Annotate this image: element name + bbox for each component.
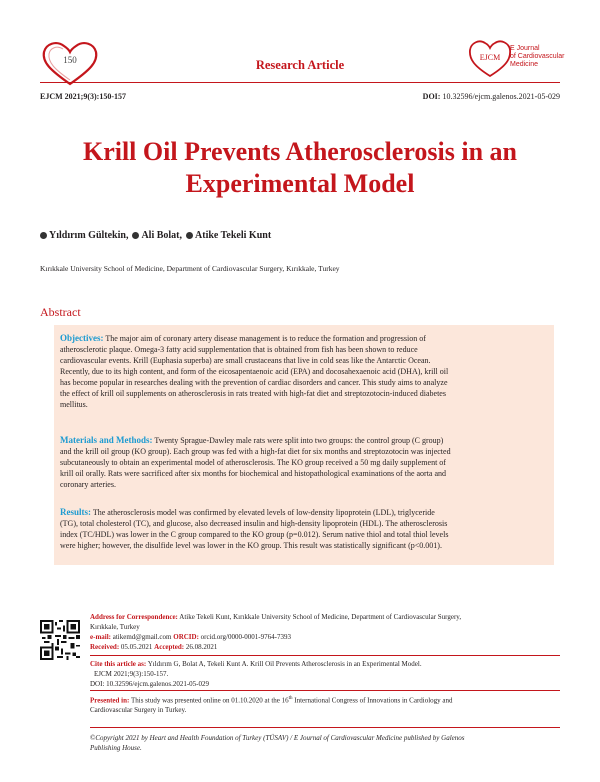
objectives-line-3: cardiovascular events. Krill (Euphasia superba) are small crustaceans that live in cold seas like the Antarctic Ocean.	[60, 356, 431, 365]
correspondence-line-2: Kırıkkale, Turkey	[90, 623, 140, 631]
cite-line-3: DOI: 10.32596/ejcm.galenos.2021-05-029	[90, 680, 209, 688]
logo-abbr: EJCM	[479, 53, 501, 62]
author-2	[132, 230, 182, 241]
author-1	[40, 230, 128, 241]
title-line-1: Krill Oil Prevents Atherosclerosis in an	[82, 137, 518, 166]
footer-divider	[90, 655, 560, 656]
author-3-name: Atike Tekeli Kunt	[195, 230, 272, 241]
author-2-name: Ali Bolat,	[141, 230, 183, 241]
methods-line-4: krill oil orally. Rats were sacrificed after six months for biochemical and histopathological examinations of the aorta and	[60, 469, 447, 478]
received-date: 05.05.2021	[120, 643, 153, 651]
copyright-line-1: ©Copyright 2021 by Heart and Health Foundation of Turkey (TÜSAV) / E Journal of Cardiovascular Medicine published by Galenos	[90, 734, 465, 742]
cite-line-2: EJCM 2021;9(3):150-157.	[94, 670, 169, 678]
objectives-line-6: the effect of krill oil supplements on atherosclerosis in rats treated with high-fat diet and streptozotocin-induced diabetes	[60, 389, 446, 398]
orcid-label: ORCID:	[173, 633, 199, 641]
orcid-icon[interactable]	[40, 232, 47, 239]
objectives-line-7: mellitus.	[60, 400, 88, 409]
results-label: Results:	[60, 507, 91, 517]
presented-line-2: Cardiovascular Surgery in Turkey.	[90, 706, 187, 715]
page-number: 150	[63, 55, 77, 65]
title-line-2: Experimental Model	[185, 169, 415, 198]
footer-divider	[90, 727, 560, 728]
accepted-date: 26.08.2021	[185, 643, 218, 651]
author-1-name: Yıldırım Gültekin,	[49, 230, 129, 241]
results-line-1: The atherosclerosis model was confirmed by elevated levels of low-density lipoprotein (LDL), triglyceride	[92, 508, 435, 517]
presented-block	[90, 694, 560, 715]
section-label: Research Article	[255, 58, 345, 72]
methods-line-1: Twenty Sprague-Dawley male rats were split into two groups: the control group (C group)	[154, 436, 444, 445]
presented-text-pre: This study was presented online on 01.10.2020 at the 16	[130, 696, 289, 705]
doi-label: DOI:	[422, 92, 441, 101]
logo-text-line3: Medicine	[510, 61, 539, 68]
results-line-2: (TG), total cholesterol (TC), and glucose, also decreased insulin and high-density lipoprotein (HDL). The atherosclerosis	[60, 519, 448, 528]
header-divider	[40, 82, 560, 83]
orcid-icon[interactable]	[186, 232, 193, 239]
abstract-methods	[60, 435, 549, 490]
received-label: Received:	[90, 643, 120, 651]
objectives-label: Objectives:	[60, 333, 104, 343]
doi-header	[423, 92, 560, 101]
cite-label: Cite this article as:	[90, 660, 147, 668]
orcid-link[interactable]: orcid.org/0000-0001-9764-7393	[200, 633, 291, 641]
methods-line-5: coronary arteries.	[60, 480, 116, 489]
objectives-line-5: has become popular in researches dealing with the prevention of cardiac disorders and cancer. This study aims to analyze	[60, 378, 448, 387]
qr-code-icon[interactable]	[40, 620, 80, 660]
journal-name	[510, 45, 564, 69]
author-3	[186, 230, 271, 241]
author-list	[40, 230, 271, 241]
cite-line-1: Yıldırım G, Bolat A, Tekeli Kunt A. Krill Oil Prevents Atherosclerosis in an Experimental Model.	[147, 660, 422, 668]
correspondence-line-1: Atike Tekeli Kunt, Kırıkkale University School of Medicine, Department of Cardiovascular Surgery,	[179, 613, 462, 621]
methods-line-3: subcutaneously to obtain an experimental model of atherosclerosis. The KO group received a 50 mg daily supplement of	[60, 458, 446, 467]
objectives-line-4: Recently, due to its high content, and form of the eicosapentaenoic acid (EPA) and docosahexaenoic acid (DHA), krill oil	[60, 367, 449, 376]
correspondence-block	[90, 612, 560, 652]
copyright-line-2: Publishing House.	[90, 744, 142, 752]
cite-block	[90, 659, 560, 689]
footer-divider	[90, 690, 560, 691]
presented-text-post: International Congress of Innovations in Cardiology and	[292, 696, 453, 705]
presented-label: Presented in:	[90, 696, 130, 705]
copyright-notice	[90, 733, 560, 753]
correspondence-label: Address for Correspondence:	[90, 613, 178, 621]
affiliation: Kırıkkale University School of Medicine, Department of Cardiovascular Surgery, Kırıkkale, Turkey	[40, 264, 340, 273]
article-title	[40, 136, 560, 200]
abstract-results	[60, 507, 549, 551]
orcid-icon[interactable]	[132, 232, 139, 239]
results-line-3: index (TC/HDL) was lower in the C group compared to the KO group (p=0.012). Serum native thiol and total thiol levels	[60, 530, 449, 539]
objectives-line-2: atherosclerotic plaque. Omega-3 fatty acid supplementation that is obtained from fish has been shown to reduce	[60, 345, 418, 354]
accepted-label: Accepted:	[154, 643, 185, 651]
email-link[interactable]: atikemd@gmail.com	[112, 633, 172, 641]
citation-short: EJCM 2021;9(3):150-157	[40, 92, 126, 101]
results-line-4: were higher; however, the disulfide level was lower in the KO group. This result was statistically significant (p<0.001).	[60, 541, 442, 550]
abstract-heading: Abstract	[40, 305, 81, 319]
abstract-objectives	[60, 333, 549, 410]
logo-text-line2: of Cardiovascular	[510, 53, 565, 60]
logo-text-line1: E Journal	[510, 45, 540, 52]
presented-ordinal: th	[288, 696, 293, 701]
doi-value[interactable]: 10.32596/ejcm.galenos.2021-05-029	[442, 92, 560, 101]
methods-label: Materials and Methods:	[60, 435, 153, 445]
email-label: e-mail:	[90, 633, 111, 641]
objectives-line-1: The major aim of coronary artery disease management is to reduce the formation and progression of	[105, 334, 426, 343]
methods-line-2: and the krill oil group (KO group). Each group was fed with a high-fat diet for six months and streptozotocin was injected	[60, 447, 451, 456]
